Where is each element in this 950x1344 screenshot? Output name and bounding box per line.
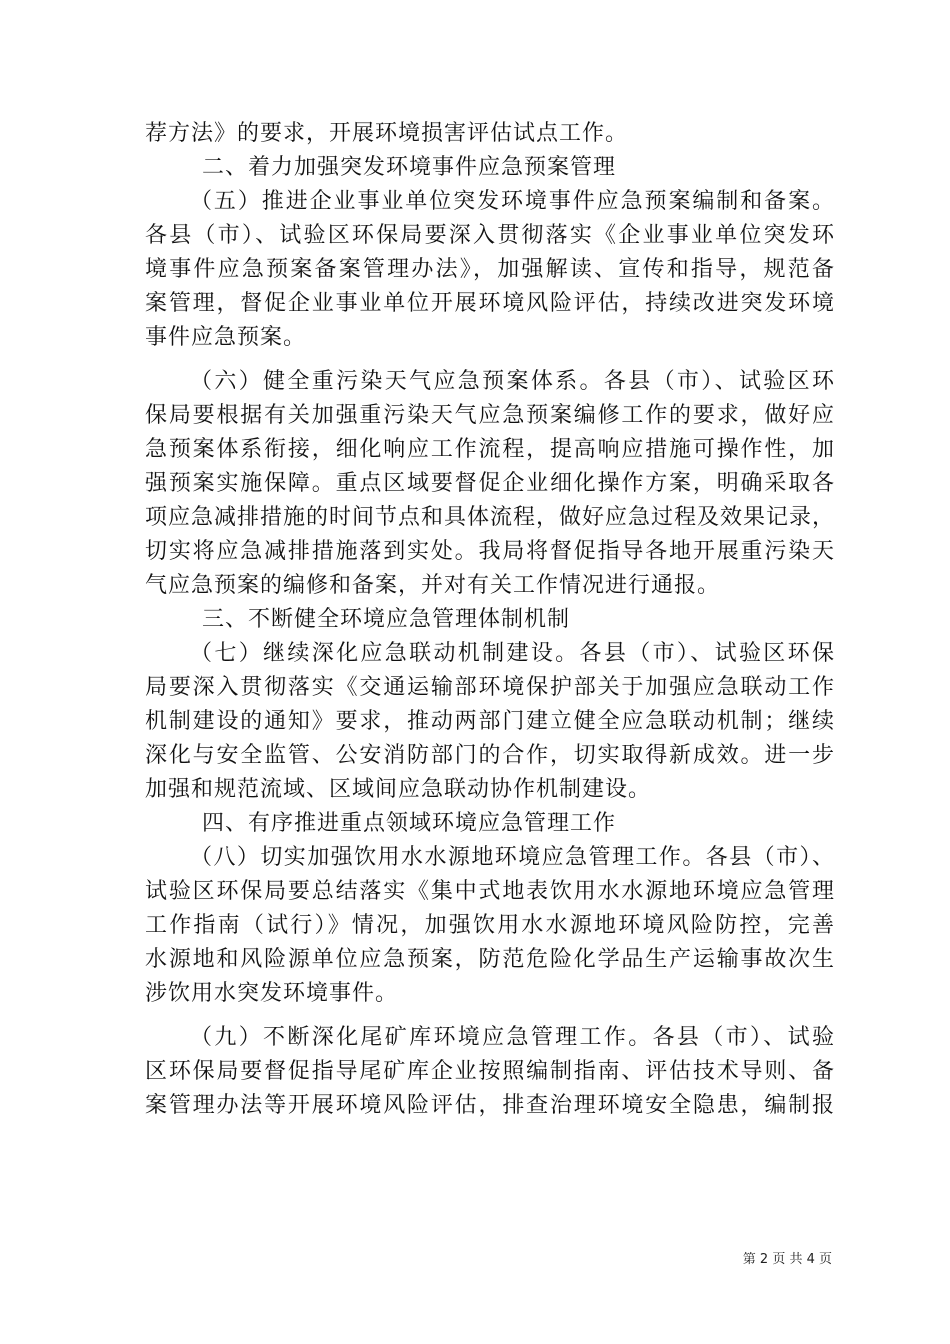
paragraph-line: 切实将应急减排措施落到实处。我局将督促指导各地开展重污染天 [145, 539, 835, 564]
section-heading-3: 三、不断健全环境应急管理体制机制 [202, 607, 571, 632]
paragraph-line: 案管理办法等开展环境风险评估，排查治理环境安全隐患，编制报 [145, 1093, 835, 1118]
paragraph-line: 境事件应急预案备案管理办法》，加强解读、宣传和指导，规范备 [145, 257, 835, 282]
paragraph-line: 深化与安全监管、公安消防部门的合作，切实取得新成效。进一步 [145, 743, 835, 768]
paragraph-line: 各县（市）、试验区环保局要深入贯彻落实《企业事业单位突发环 [145, 223, 835, 248]
page-footer [722, 1251, 832, 1269]
paragraph-line: 局要深入贯彻落实《交通运输部环境保护部关于加强应急联动工作 [145, 675, 835, 700]
paragraph-line: （六）健全重污染天气应急预案体系。各县（市）、试验区环 [190, 369, 835, 394]
paragraph-line: 涉饮用水突发环境事件。 [145, 981, 399, 1006]
section-heading-2: 二、着力加强突发环境事件应急预案管理 [202, 155, 617, 180]
section-heading-4: 四、有序推进重点领域环境应急管理工作 [202, 811, 617, 836]
paragraph-line: 项应急减排措施的时间节点和具体流程，做好应急过程及效果记录， [145, 505, 836, 530]
paragraph-line: 水源地和风险源单位应急预案，防范危险化学品生产运输事故次生 [145, 947, 835, 972]
paragraph-line: （七）继续深化应急联动机制建设。各县（市）、试验区环保 [190, 641, 835, 666]
paragraph-line: 荐方法》的要求，开展环境损害评估试点工作。 [145, 121, 629, 146]
paragraph-line: （九）不断深化尾矿库环境应急管理工作。各县（市）、试验 [190, 1025, 835, 1050]
paragraph-line: 强预案实施保障。重点区域要督促企业细化操作方案，明确采取各 [145, 471, 835, 496]
paragraph-line: 加强和规范流域、区域间应急联动协作机制建设。 [145, 777, 652, 802]
paragraph-line: 事件应急预案。 [145, 325, 307, 350]
paragraph-line: 试验区环保局要总结落实《集中式地表饮用水水源地环境应急管理 [145, 879, 835, 904]
paragraph-line: （八）切实加强饮用水水源地环境应急管理工作。各县（市）、 [190, 845, 835, 870]
paragraph-line: 保局要根据有关加强重污染天气应急预案编修工作的要求，做好应 [145, 403, 835, 428]
paragraph-line: 急预案体系衔接，细化响应工作流程，提高响应措施可操作性，加 [145, 437, 835, 462]
paragraph-line: （五）推进企业事业单位突发环境事件应急预案编制和备案。 [190, 189, 835, 214]
paragraph-line: 气应急预案的编修和备案，并对有关工作情况进行通报。 [145, 573, 721, 598]
paragraph-line: 区环保局要督促指导尾矿库企业按照编制指南、评估技术导则、备 [145, 1059, 835, 1084]
paragraph-line: 工作指南（试行）》情况，加强饮用水水源地环境风险防控，完善 [145, 913, 835, 938]
paragraph-line: 案管理，督促企业事业单位开展环境风险评估，持续改进突发环境 [145, 291, 835, 316]
body-text [145, 117, 835, 1123]
paragraph-line: 机制建设的通知》要求，推动两部门建立健全应急联动机制；继续 [145, 709, 835, 734]
page-number: 第 2 页 共 4 页 [742, 1252, 832, 1267]
